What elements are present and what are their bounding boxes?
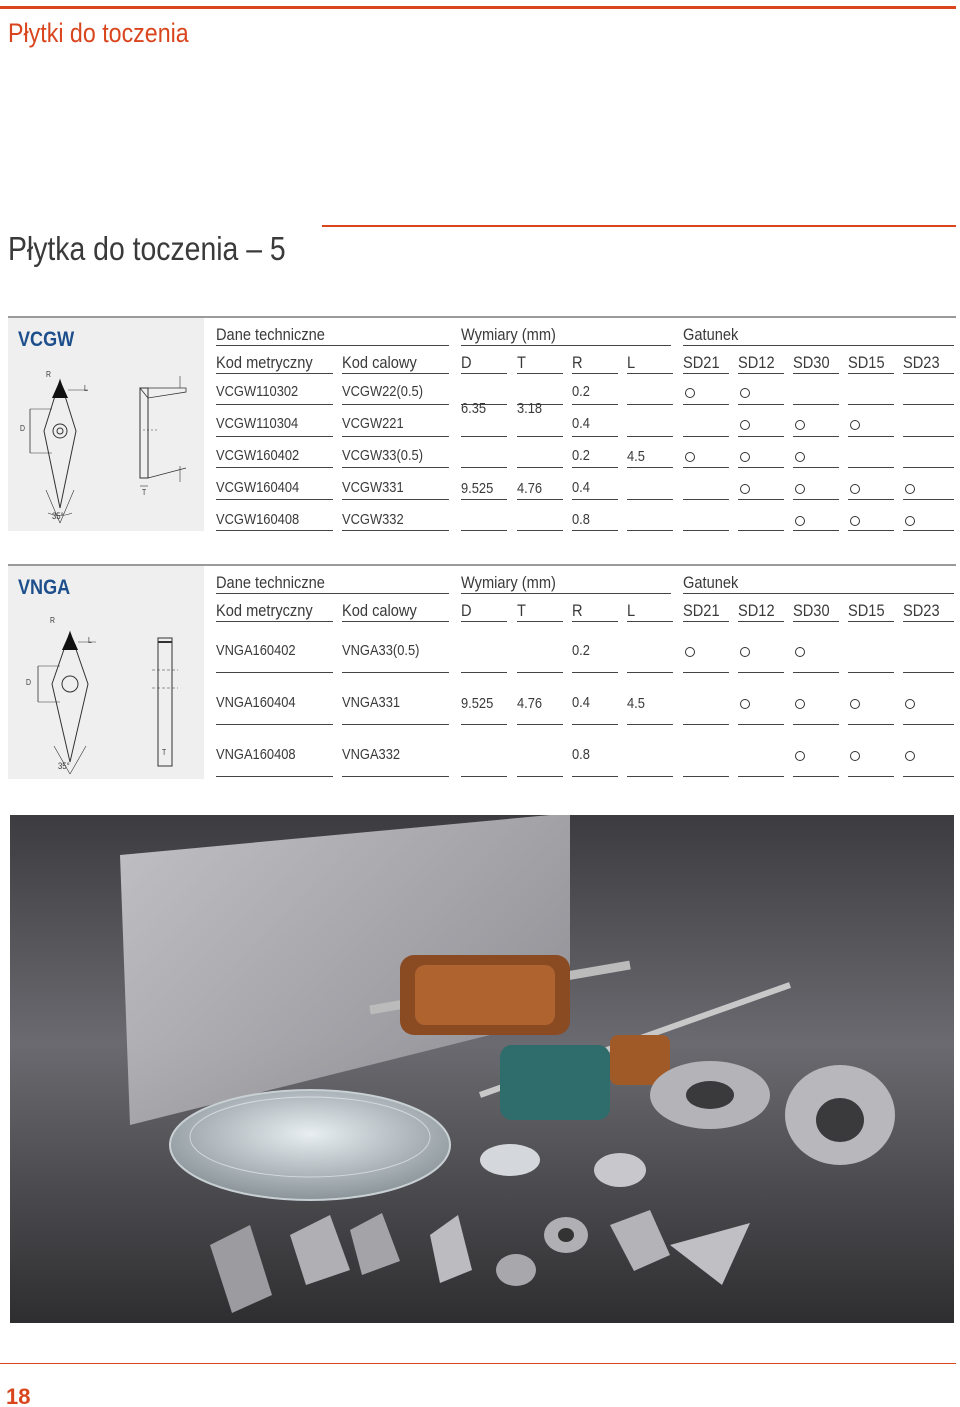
vcgw-label-d: D (20, 424, 25, 433)
page-heading: Płytka do toczenia – 5 (8, 230, 286, 267)
header-accent-rule (0, 6, 956, 9)
grade-available-mark (685, 388, 695, 398)
vcgw-col-d: D (461, 353, 472, 372)
row-underline (517, 724, 563, 725)
row-underline (683, 621, 729, 622)
radius-value: 0.4 (572, 415, 590, 432)
metric-code: VCGW160402 (216, 447, 300, 464)
vcgw-t-small: 3.18 (517, 400, 543, 417)
row-underline (683, 776, 729, 777)
vnga-d-value: 9.525 (461, 695, 494, 712)
radius-value: 0.2 (572, 642, 590, 659)
row-underline (216, 436, 333, 437)
grade-available-mark (795, 699, 805, 709)
grade-available-mark (740, 484, 750, 494)
row-underline (793, 724, 839, 725)
row-underline (738, 776, 784, 777)
row-underline (517, 621, 563, 622)
row-underline (627, 776, 673, 777)
row-underline (342, 724, 449, 725)
row-underline (848, 499, 894, 500)
row-underline (342, 672, 449, 673)
grade-available-mark (740, 388, 750, 398)
vcgw-group-dims: Wymiary (mm) (461, 325, 556, 344)
row-underline (738, 621, 784, 622)
row-underline (572, 499, 618, 500)
vnga-label-d: D (26, 678, 31, 687)
row-underline (216, 467, 333, 468)
row-underline (627, 436, 673, 437)
row-underline (461, 499, 507, 500)
vcgw-group-grade: Gatunek (683, 325, 739, 344)
row-underline (848, 724, 894, 725)
vcgw-d-small: 6.35 (461, 400, 487, 417)
vnga-group-dims: Wymiary (mm) (461, 573, 556, 592)
grade-available-mark (795, 420, 805, 430)
vnga-group-tech: Dane techniczne (216, 573, 325, 592)
row-underline (683, 467, 729, 468)
row-underline (903, 499, 954, 500)
row-underline (683, 724, 729, 725)
row-underline (903, 530, 954, 531)
row-underline (903, 672, 954, 673)
vnga-label-r: R (50, 616, 55, 625)
row-underline (738, 436, 784, 437)
radius-value: 0.2 (572, 383, 590, 400)
vcgw-diagram (8, 318, 204, 531)
vnga-t-value: 4.76 (517, 695, 543, 712)
row-underline (683, 404, 729, 405)
vcgw-d-large: 9.525 (461, 480, 494, 497)
row-underline (627, 467, 673, 468)
vnga-col-l: L (627, 601, 636, 620)
vcgw-col-l: L (627, 353, 636, 372)
row-underline (216, 621, 333, 622)
row-underline (627, 404, 673, 405)
vnga-col-sd30: SD30 (793, 601, 830, 620)
row-underline (461, 436, 507, 437)
grade-available-mark (795, 484, 805, 494)
vcgw-label-r: R (46, 370, 51, 379)
row-underline (572, 621, 618, 622)
row-underline (793, 373, 839, 374)
row-underline (572, 436, 618, 437)
vcgw-series-name: VCGW (18, 328, 75, 351)
vnga-l-value: 4.5 (627, 695, 645, 712)
grade-available-mark (850, 699, 860, 709)
row-underline (517, 436, 563, 437)
grade-available-mark (740, 647, 750, 657)
row-underline (793, 776, 839, 777)
row-underline (461, 776, 507, 777)
row-underline (903, 467, 954, 468)
vcgw-header-line (216, 345, 449, 346)
vcgw-col-sd21: SD21 (683, 353, 720, 372)
row-underline (461, 467, 507, 468)
row-underline (461, 672, 507, 673)
row-underline (517, 373, 563, 374)
inch-code: VCGW22(0.5) (342, 383, 424, 400)
inch-code: VNGA332 (342, 746, 401, 763)
radius-value: 0.4 (572, 479, 590, 496)
row-underline (342, 530, 449, 531)
row-underline (683, 499, 729, 500)
row-underline (683, 672, 729, 673)
row-underline (793, 467, 839, 468)
grade-available-mark (795, 452, 805, 462)
inch-code: VCGW33(0.5) (342, 447, 424, 464)
row-underline (903, 724, 954, 725)
grade-available-mark (850, 420, 860, 430)
grade-available-mark (850, 516, 860, 526)
row-underline (738, 404, 784, 405)
row-underline (738, 499, 784, 500)
vcgw-label-l: L (84, 384, 88, 393)
metric-code: VNGA160404 (216, 694, 296, 711)
header-title: Płytki do toczenia (8, 18, 189, 48)
inch-code: VNGA33(0.5) (342, 642, 420, 659)
metric-code: VCGW160408 (216, 511, 300, 528)
row-underline (738, 724, 784, 725)
grade-available-mark (685, 647, 695, 657)
metric-code: VCGW110302 (216, 383, 299, 400)
row-underline (572, 724, 618, 725)
vcgw-col-sd23: SD23 (903, 353, 940, 372)
grade-available-mark (795, 516, 805, 526)
row-underline (627, 724, 673, 725)
row-underline (683, 373, 729, 374)
row-underline (517, 672, 563, 673)
row-underline (517, 776, 563, 777)
vcgw-group-tech: Dane techniczne (216, 325, 325, 344)
vnga-header-line (683, 593, 954, 594)
row-underline (903, 436, 954, 437)
row-underline (342, 499, 449, 500)
row-underline (572, 672, 618, 673)
row-underline (848, 436, 894, 437)
vnga-col-sd12: SD12 (738, 601, 775, 620)
inch-code: VCGW332 (342, 511, 404, 528)
vcgw-col-sd15: SD15 (848, 353, 885, 372)
vnga-col-sd15: SD15 (848, 601, 885, 620)
row-underline (738, 467, 784, 468)
vnga-col-sd23: SD23 (903, 601, 940, 620)
vcgw-col-t: T (517, 353, 526, 372)
row-underline (848, 776, 894, 777)
row-underline (342, 467, 449, 468)
vcgw-header-line (461, 345, 671, 346)
product-photo (10, 815, 954, 1323)
row-underline (342, 373, 449, 374)
vcgw-col-inch: Kod calowy (342, 353, 417, 372)
vcgw-t-large: 4.76 (517, 480, 543, 497)
metric-code: VNGA160408 (216, 746, 296, 763)
grade-available-mark (905, 516, 915, 526)
vnga-label-l: L (88, 636, 92, 645)
vnga-header-line (216, 593, 449, 594)
row-underline (683, 530, 729, 531)
row-underline (461, 621, 507, 622)
grade-available-mark (795, 647, 805, 657)
vnga-diagram (8, 566, 204, 779)
row-underline (903, 621, 954, 622)
row-underline (627, 373, 673, 374)
grade-available-mark (740, 699, 750, 709)
row-underline (848, 530, 894, 531)
vnga-group-grade: Gatunek (683, 573, 739, 592)
vnga-col-r: R (572, 601, 583, 620)
grade-available-mark (905, 699, 915, 709)
vnga-insert-drawing (8, 566, 204, 779)
vcgw-col-metric: Kod metryczny (216, 353, 313, 372)
radius-value: 0.8 (572, 746, 590, 763)
grade-available-mark (795, 751, 805, 761)
grade-available-mark (905, 751, 915, 761)
row-underline (216, 776, 333, 777)
row-underline (517, 467, 563, 468)
radius-value: 0.4 (572, 694, 590, 711)
vnga-col-d: D (461, 601, 472, 620)
row-underline (683, 436, 729, 437)
inch-code: VCGW221 (342, 415, 404, 432)
row-underline (848, 373, 894, 374)
row-underline (627, 530, 673, 531)
grade-available-mark (905, 484, 915, 494)
row-underline (848, 467, 894, 468)
row-underline (793, 499, 839, 500)
row-underline (572, 467, 618, 468)
metric-code: VCGW110304 (216, 415, 299, 432)
metric-code: VCGW160404 (216, 479, 300, 496)
vcgw-label-t: T (142, 488, 147, 497)
row-underline (216, 672, 333, 673)
radius-value: 0.8 (572, 511, 590, 528)
row-underline (848, 672, 894, 673)
row-underline (793, 404, 839, 405)
row-underline (517, 499, 563, 500)
row-underline (793, 436, 839, 437)
row-underline (572, 530, 618, 531)
grade-available-mark (850, 484, 860, 494)
grade-available-mark (685, 452, 695, 462)
row-underline (461, 530, 507, 531)
vcgw-label-angle: 35° (52, 511, 64, 521)
row-underline (627, 499, 673, 500)
row-underline (342, 776, 449, 777)
vnga-series-name: VNGA (18, 576, 71, 599)
row-underline (216, 373, 333, 374)
vnga-header-line (461, 593, 671, 594)
row-underline (793, 621, 839, 622)
row-underline (216, 724, 333, 725)
grade-available-mark (850, 751, 860, 761)
radius-value: 0.2 (572, 447, 590, 464)
row-underline (342, 621, 449, 622)
row-underline (903, 776, 954, 777)
grade-available-mark (740, 452, 750, 462)
row-underline (216, 404, 333, 405)
row-underline (848, 404, 894, 405)
vnga-label-angle: 35° (58, 761, 70, 771)
row-underline (517, 530, 563, 531)
heading-rule (322, 225, 956, 227)
row-underline (627, 621, 673, 622)
row-underline (738, 373, 784, 374)
vnga-col-sd21: SD21 (683, 601, 720, 620)
row-underline (461, 724, 507, 725)
vcgw-col-sd30: SD30 (793, 353, 830, 372)
vcgw-insert-drawing (8, 318, 204, 531)
metric-code: VNGA160402 (216, 642, 296, 659)
vcgw-col-sd12: SD12 (738, 353, 775, 372)
grade-available-mark (740, 420, 750, 430)
row-underline (903, 404, 954, 405)
vcgw-l-value: 4.5 (627, 448, 645, 465)
row-underline (738, 672, 784, 673)
row-underline (793, 530, 839, 531)
vcgw-col-r: R (572, 353, 583, 372)
footer-rule (0, 1363, 956, 1364)
row-underline (793, 672, 839, 673)
row-underline (342, 404, 449, 405)
inch-code: VCGW331 (342, 479, 404, 496)
row-underline (572, 776, 618, 777)
page-number: 18 (6, 1384, 31, 1407)
vnga-col-inch: Kod calowy (342, 601, 417, 620)
row-underline (216, 499, 333, 500)
row-underline (903, 373, 954, 374)
vnga-col-metric: Kod metryczny (216, 601, 313, 620)
vnga-label-t: T (162, 748, 167, 757)
row-underline (627, 672, 673, 673)
inch-code: VNGA331 (342, 694, 401, 711)
row-underline (738, 530, 784, 531)
row-underline (848, 621, 894, 622)
row-underline (342, 436, 449, 437)
vnga-col-t: T (517, 601, 526, 620)
row-underline (572, 404, 618, 405)
row-underline (216, 530, 333, 531)
row-underline (572, 373, 618, 374)
row-underline (461, 373, 507, 374)
vcgw-header-line (683, 345, 954, 346)
